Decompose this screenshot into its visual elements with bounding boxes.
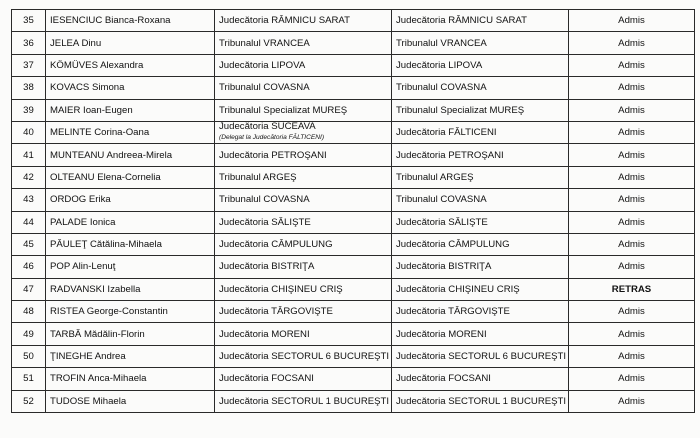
origin-court: Judecătoria PETROŞANI bbox=[215, 144, 392, 166]
candidate-name: RISTEA George-Constantin bbox=[46, 301, 215, 323]
table-row bbox=[12, 32, 695, 54]
origin-court: Judecătoria LIPOVA bbox=[215, 54, 392, 76]
origin-court: Judecătoria CHIŞINEU CRIŞ bbox=[215, 278, 392, 300]
status-cell: Admis bbox=[569, 211, 695, 233]
row-number: 47 bbox=[12, 278, 46, 300]
row-number: 52 bbox=[12, 390, 46, 412]
table-row bbox=[12, 189, 695, 211]
row-number: 50 bbox=[12, 345, 46, 367]
destination-court: Judecătoria PETROŞANI bbox=[392, 144, 569, 166]
row-number: 51 bbox=[12, 368, 46, 390]
candidate-name: PALADE Ionica bbox=[46, 211, 215, 233]
row-number: 49 bbox=[12, 323, 46, 345]
destination-court: Tribunalul Specializat MUREŞ bbox=[392, 99, 569, 121]
origin-court: Tribunalul Specializat MUREŞ bbox=[215, 99, 392, 121]
origin-court: Tribunalul COVASNA bbox=[215, 189, 392, 211]
table-row bbox=[12, 99, 695, 121]
candidate-name: MELINTE Corina-Oana bbox=[46, 121, 215, 143]
row-number: 48 bbox=[12, 301, 46, 323]
status-cell: Admis bbox=[569, 77, 695, 99]
delegation-note: (Delegat la Judecătoria FĂLTICENI) bbox=[219, 134, 325, 142]
destination-court: Tribunalul COVASNA bbox=[392, 189, 569, 211]
destination-court: Judecătoria RÂMNICU SARAT bbox=[392, 10, 569, 32]
candidate-name: RADVANSKI Izabella bbox=[46, 278, 215, 300]
status-cell: Admis bbox=[569, 345, 695, 367]
table-row bbox=[12, 211, 695, 233]
table-row bbox=[12, 54, 695, 76]
status-cell: Admis bbox=[569, 189, 695, 211]
status-cell: Admis bbox=[569, 233, 695, 255]
origin-court: Judecătoria MORENI bbox=[215, 323, 392, 345]
destination-court: Judecătoria FOCSANI bbox=[392, 368, 569, 390]
candidate-name: JELEA Dinu bbox=[46, 32, 215, 54]
status-cell: Admis bbox=[569, 301, 695, 323]
origin-court: Judecătoria TÂRGOVIŞTE bbox=[215, 301, 392, 323]
status-cell: Admis bbox=[569, 144, 695, 166]
table-row bbox=[12, 301, 695, 323]
origin-court: Judecătoria CÂMPULUNG bbox=[215, 233, 392, 255]
candidate-name: KÖMÜVES Alexandra bbox=[46, 54, 215, 76]
origin-court: Tribunalul COVASNA bbox=[215, 77, 392, 99]
candidate-name: POP Alin-Lenuţ bbox=[46, 256, 215, 278]
candidate-name: MUNTEANU Andreea-Mirela bbox=[46, 144, 215, 166]
origin-court: Judecătoria SĂLIŞTE bbox=[215, 211, 392, 233]
origin-court-name: Judecătoria SUCEAVA bbox=[219, 121, 316, 133]
status-cell: Admis bbox=[569, 390, 695, 412]
status-cell: Admis bbox=[569, 121, 695, 143]
row-number: 38 bbox=[12, 77, 46, 99]
origin-court: Tribunalul VRANCEA bbox=[215, 32, 392, 54]
row-number: 36 bbox=[12, 32, 46, 54]
table-row bbox=[12, 390, 695, 412]
row-number: 40 bbox=[12, 121, 46, 143]
destination-court: Judecătoria SECTORUL 6 BUCUREŞTI bbox=[392, 345, 569, 367]
status-cell: Admis bbox=[569, 54, 695, 76]
table-row bbox=[12, 256, 695, 278]
table-row bbox=[12, 368, 695, 390]
destination-court: Tribunalul VRANCEA bbox=[392, 32, 569, 54]
status-cell: Admis bbox=[569, 256, 695, 278]
table-row bbox=[12, 121, 695, 143]
origin-court: Judecătoria BISTRIŢA bbox=[215, 256, 392, 278]
row-number: 43 bbox=[12, 189, 46, 211]
table-row bbox=[12, 278, 695, 300]
results-table bbox=[11, 9, 695, 413]
destination-court: Judecătoria CHIŞINEU CRIŞ bbox=[392, 278, 569, 300]
table-row bbox=[12, 77, 695, 99]
status-cell: Admis bbox=[569, 368, 695, 390]
origin-court bbox=[215, 121, 392, 143]
row-number: 46 bbox=[12, 256, 46, 278]
table-row bbox=[12, 166, 695, 188]
table-row bbox=[12, 345, 695, 367]
table-row bbox=[12, 144, 695, 166]
candidate-name: TARBĂ Mădălin-Florin bbox=[46, 323, 215, 345]
candidate-name: ŢINEGHE Andrea bbox=[46, 345, 215, 367]
destination-court: Judecătoria SECTORUL 1 BUCUREŞTI bbox=[392, 390, 569, 412]
results-table-body bbox=[12, 10, 695, 413]
destination-court: Judecătoria BISTRIŢA bbox=[392, 256, 569, 278]
row-number: 41 bbox=[12, 144, 46, 166]
row-number: 44 bbox=[12, 211, 46, 233]
candidate-name: TROFIN Anca-Mihaela bbox=[46, 368, 215, 390]
table-row bbox=[12, 10, 695, 32]
origin-court: Judecătoria SECTORUL 6 BUCUREŞTI bbox=[215, 345, 392, 367]
destination-court: Judecătoria LIPOVA bbox=[392, 54, 569, 76]
row-number: 37 bbox=[12, 54, 46, 76]
destination-court: Judecătoria FĂLTICENI bbox=[392, 121, 569, 143]
destination-court: Judecătoria MORENI bbox=[392, 323, 569, 345]
candidate-name: PĂULEŢ Cătălina-Mihaela bbox=[46, 233, 215, 255]
candidate-name: MAIER Ioan-Eugen bbox=[46, 99, 215, 121]
row-number: 45 bbox=[12, 233, 46, 255]
destination-court: Judecătoria SĂLIŞTE bbox=[392, 211, 569, 233]
status-cell: Admis bbox=[569, 323, 695, 345]
origin-court: Judecătoria FOCSANI bbox=[215, 368, 392, 390]
row-number: 35 bbox=[12, 10, 46, 32]
candidate-name: KOVACS Simona bbox=[46, 77, 215, 99]
candidate-name: IESENCIUC Bianca-Roxana bbox=[46, 10, 215, 32]
candidate-name: TUDOSE Mihaela bbox=[46, 390, 215, 412]
table-row bbox=[12, 323, 695, 345]
candidate-name: ORDOG Erika bbox=[46, 189, 215, 211]
destination-court: Judecătoria TÂRGOVIŞTE bbox=[392, 301, 569, 323]
status-cell: Admis bbox=[569, 32, 695, 54]
row-number: 39 bbox=[12, 99, 46, 121]
origin-court: Judecătoria SECTORUL 1 BUCUREŞTI bbox=[215, 390, 392, 412]
origin-court: Judecătoria RÂMNICU SARAT bbox=[215, 10, 392, 32]
status-cell: RETRAS bbox=[569, 278, 695, 300]
candidate-name: OLTEANU Elena-Cornelia bbox=[46, 166, 215, 188]
table-row bbox=[12, 233, 695, 255]
origin-court: Tribunalul ARGEŞ bbox=[215, 166, 392, 188]
destination-court: Judecătoria CÂMPULUNG bbox=[392, 233, 569, 255]
destination-court: Tribunalul ARGEŞ bbox=[392, 166, 569, 188]
status-cell: Admis bbox=[569, 99, 695, 121]
destination-court: Tribunalul COVASNA bbox=[392, 77, 569, 99]
status-cell: Admis bbox=[569, 10, 695, 32]
row-number: 42 bbox=[12, 166, 46, 188]
status-cell: Admis bbox=[569, 166, 695, 188]
